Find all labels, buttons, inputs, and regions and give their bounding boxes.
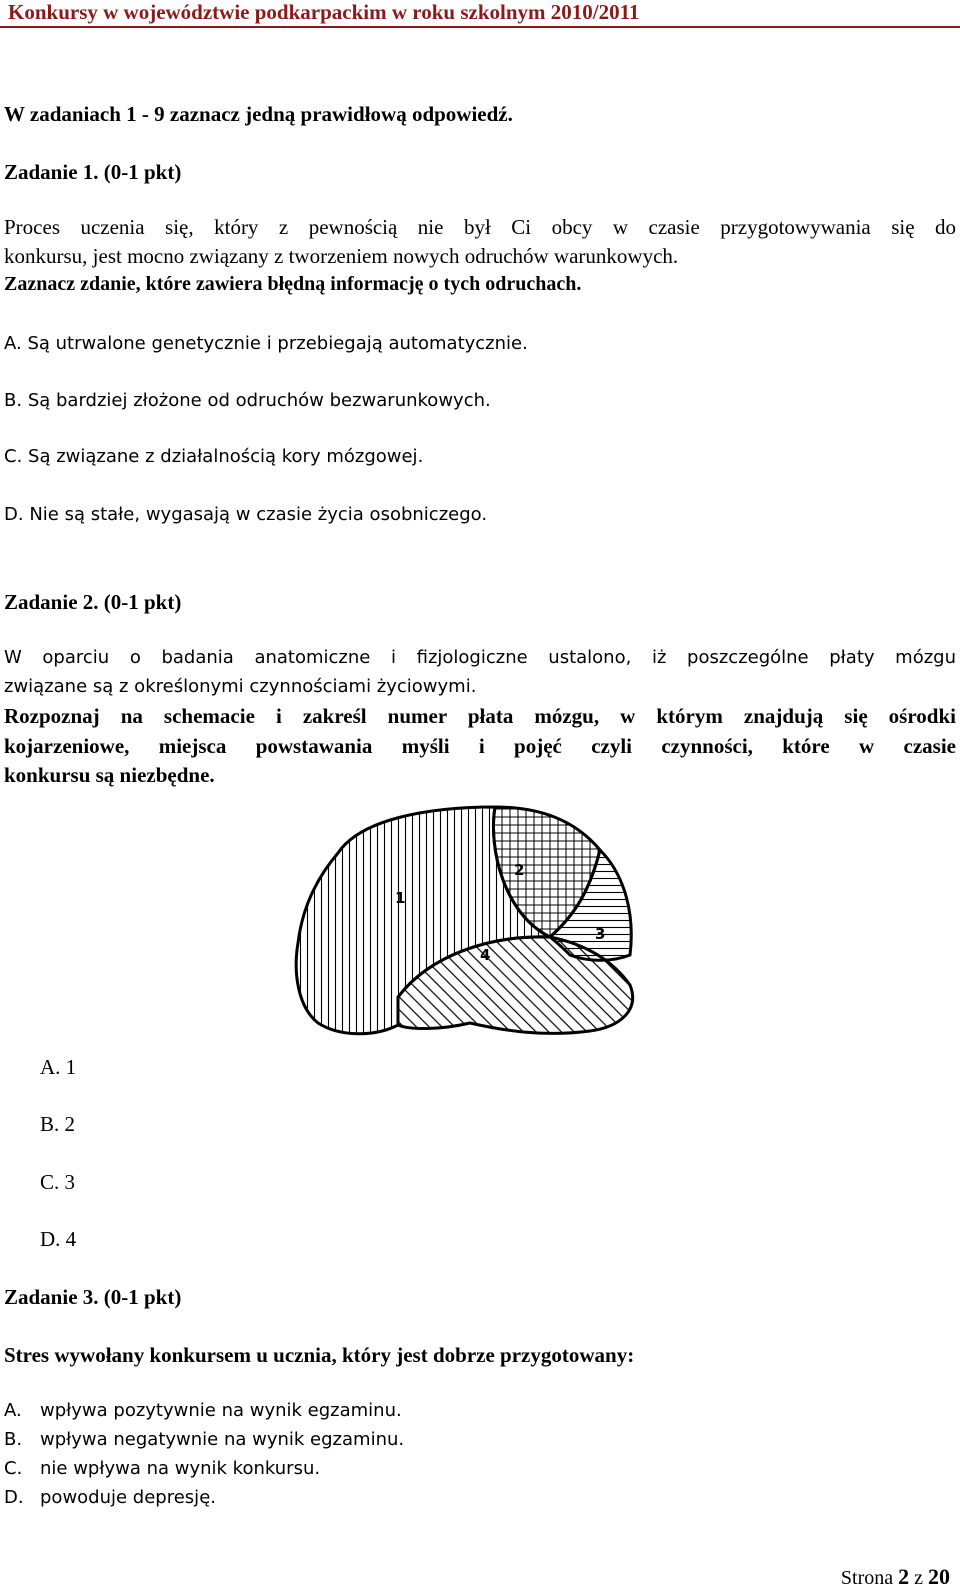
task1-title: Zadanie 1. (0-1 pkt): [4, 160, 182, 184]
task2-option-a: [40, 1055, 76, 1080]
task2-option-b: [40, 1112, 75, 1137]
option-letter: C.: [4, 446, 23, 467]
option-letter: D.: [40, 1227, 61, 1251]
brain-lobes-diagram: [290, 805, 670, 1050]
option-text: 4: [65, 1227, 77, 1251]
option-letter: A.: [40, 1055, 61, 1079]
footer-prefix: Strona: [840, 1567, 894, 1589]
option-letter: A.: [4, 1400, 22, 1421]
task2-text-line2: związane są z określonymi czynnościami życiowymi.: [4, 676, 477, 697]
option-text: Nie są stałe, wygasają w czasie życia osobniczego.: [29, 504, 488, 525]
option-letter: D.: [4, 504, 24, 525]
task3-option-d: [4, 1487, 216, 1508]
diagram-label-3: 3: [595, 925, 606, 943]
page-footer: [841, 1564, 950, 1590]
option-text: nie wpływa na wynik konkursu.: [40, 1458, 321, 1479]
option-letter: B.: [4, 390, 23, 411]
option-text: Są bardziej złożone od odruchów bezwarunkowych.: [27, 390, 491, 411]
footer-page-number: 2: [898, 1564, 910, 1589]
option-text: wpływa pozytywnie na wynik egzaminu.: [40, 1400, 402, 1421]
task3-title: Zadanie 3. (0-1 pkt): [4, 1285, 182, 1309]
footer-separator: z: [914, 1567, 923, 1589]
task3-option-b: [4, 1429, 404, 1450]
option-letter: B.: [4, 1429, 23, 1450]
option-text: 3: [64, 1170, 76, 1194]
option-letter: C.: [40, 1170, 60, 1194]
task1-text-line1: Proces uczenia się, który z pewnością nie był Ci obcy w czasie przygotowywania się do: [4, 215, 956, 239]
task2-text-line1: W oparciu o badania anatomiczne i fizjologiczne ustalono, iż poszczególne płaty mózgu: [4, 647, 956, 668]
task1-question: Zaznacz zdanie, które zawiera błędną informację o tych odruchach.: [4, 273, 582, 295]
option-letter: C.: [4, 1458, 23, 1479]
task2-question-line2: kojarzeniowe, miejsca powstawania myśli i pojęć czyli czynności, które w czasie: [4, 734, 956, 758]
diagram-label-1: 1: [395, 889, 406, 907]
option-text: Są związane z działalnością kory mózgowej.: [28, 446, 424, 467]
task1-option-c: [4, 446, 423, 467]
page-header: Konkursy w województwie podkarpackim w roku szkolnym 2010/2011: [8, 0, 640, 24]
task2-option-d: [40, 1227, 76, 1252]
task1-option-a: [4, 333, 528, 354]
task3-question: Stres wywołany konkursem u ucznia, który jest dobrze przygotowany:: [4, 1343, 635, 1367]
task3-option-a: [4, 1400, 402, 1421]
task1-text-line2: konkursu, jest mocno związany z tworzeniem nowych odruchów warunkowych.: [4, 244, 679, 268]
option-letter: D.: [4, 1487, 24, 1508]
task2-question-line3: konkursu są niezbędne.: [4, 763, 215, 787]
option-text: Są utrwalone genetycznie i przebiegają automatycznie.: [27, 333, 528, 354]
diagram-label-4: 4: [480, 946, 491, 964]
diagram-label-2: 2: [514, 861, 525, 879]
option-text: 2: [64, 1112, 76, 1136]
task1-option-d: [4, 504, 487, 525]
footer-page-total: 20: [928, 1564, 950, 1589]
task2-title: Zadanie 2. (0-1 pkt): [4, 590, 182, 614]
task2-question-line1: Rozpoznaj na schemacie i zakreśl numer płata mózgu, w którym znajdują się ośrodki: [4, 704, 956, 728]
task1-option-b: [4, 390, 491, 411]
task2-option-c: [40, 1170, 75, 1195]
option-letter: A.: [4, 333, 22, 354]
option-text: powoduje depresję.: [40, 1487, 216, 1508]
option-letter: B.: [40, 1112, 60, 1136]
option-text: 1: [65, 1055, 77, 1079]
header-rule: [0, 26, 960, 28]
instruction: W zadaniach 1 - 9 zaznacz jedną prawidłową odpowiedź.: [4, 102, 513, 126]
task3-option-c: [4, 1458, 320, 1479]
option-text: wpływa negatywnie na wynik egzaminu.: [40, 1429, 405, 1450]
